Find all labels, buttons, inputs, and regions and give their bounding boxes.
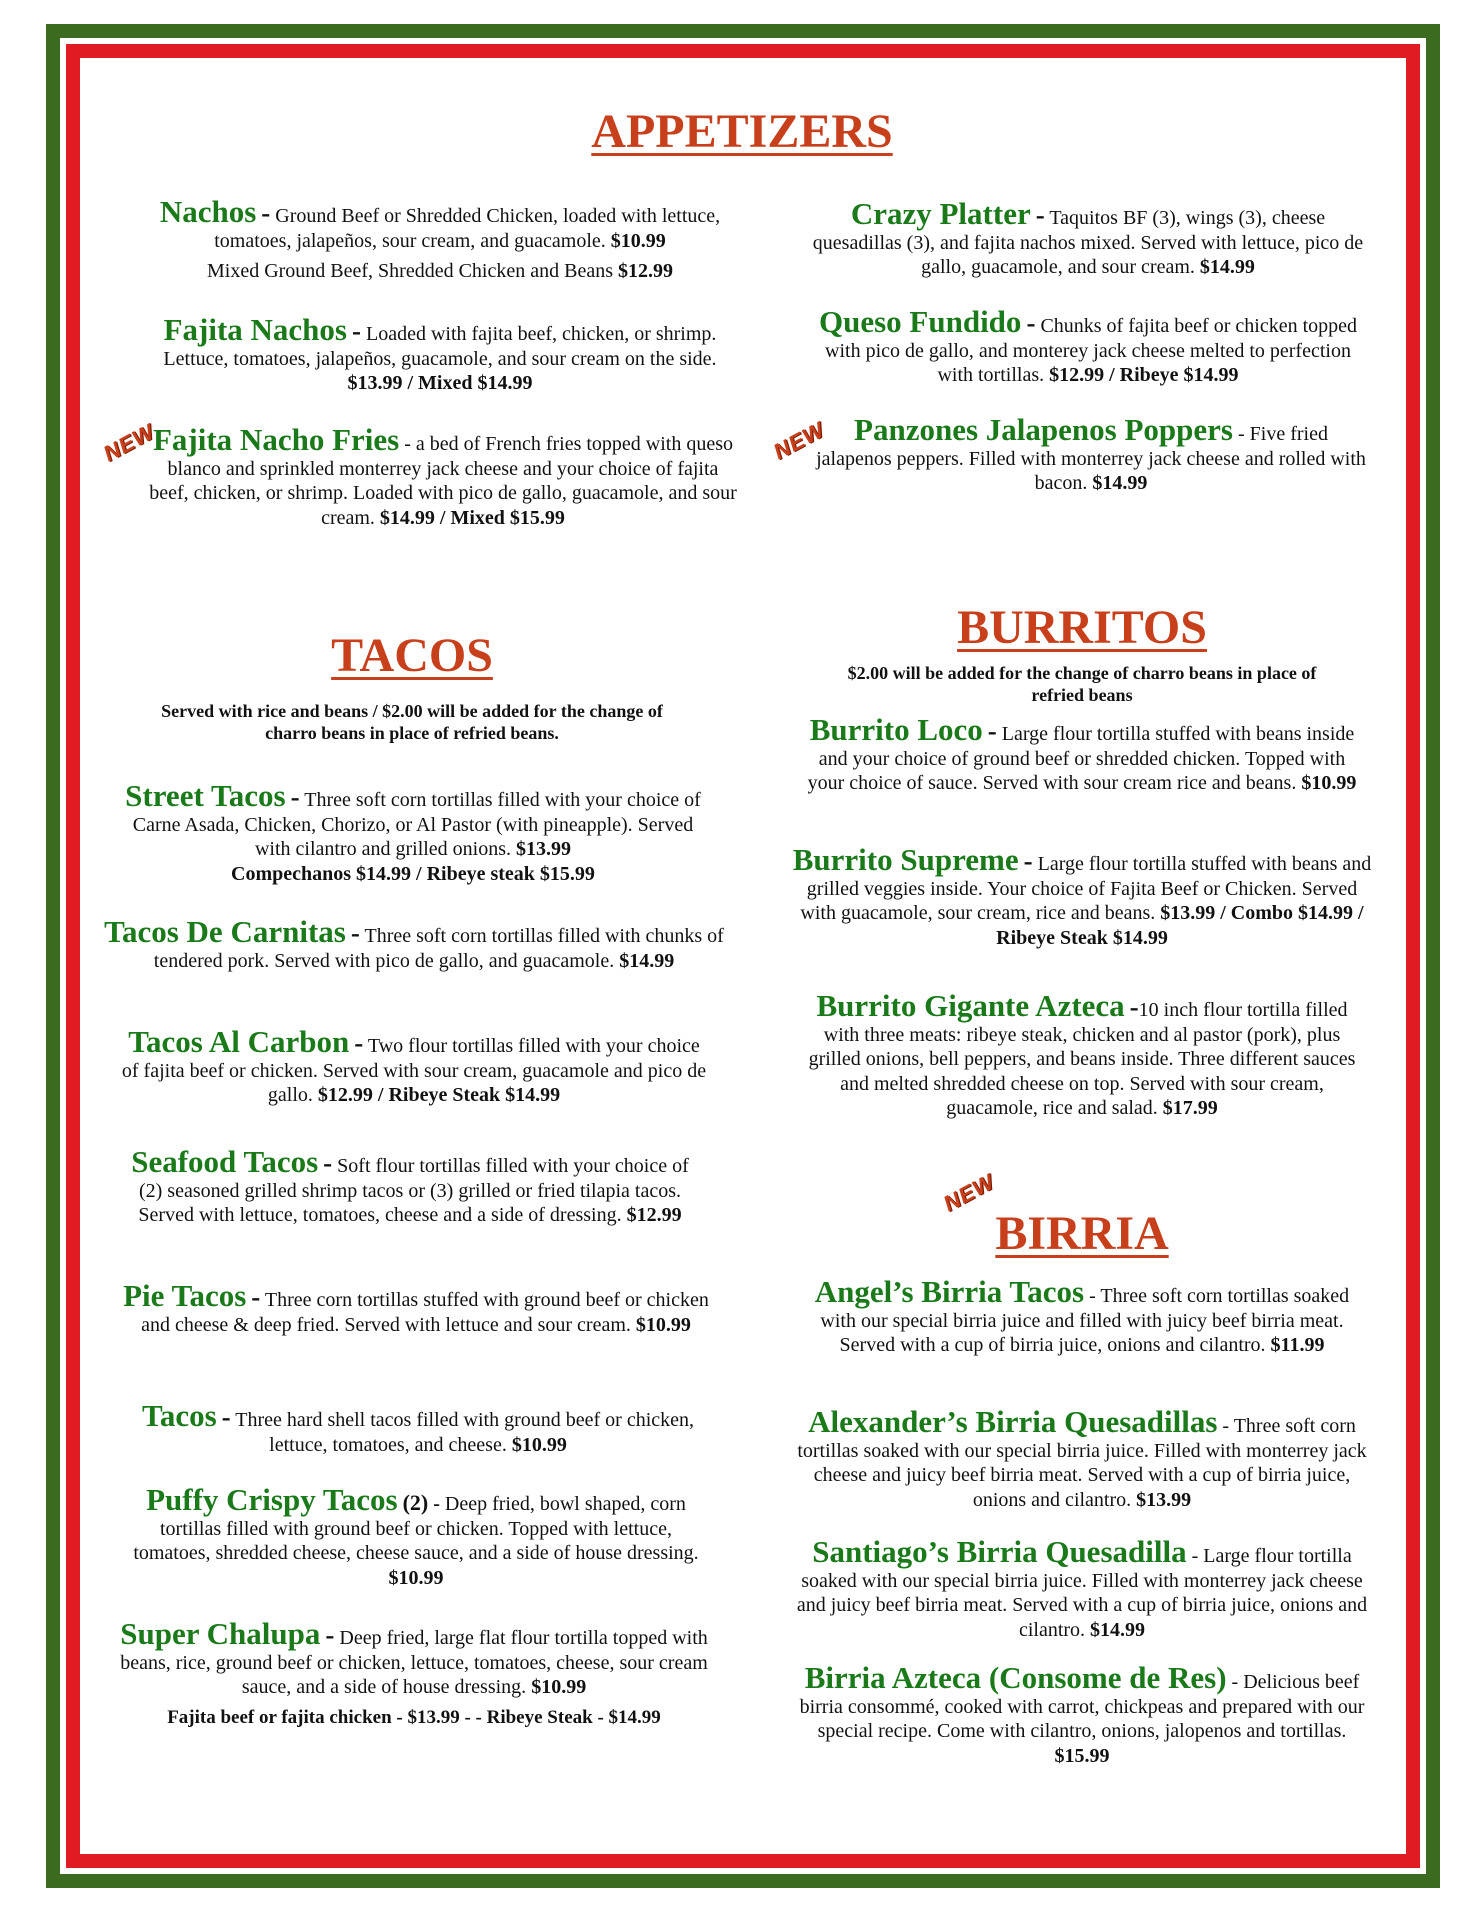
dash: - bbox=[251, 1282, 261, 1312]
item-extra: Compechanos $14.99 / Ribeye steak $15.99 bbox=[231, 862, 595, 885]
item-price: $10.99 bbox=[511, 1433, 567, 1456]
item-price: $10.99 bbox=[531, 1676, 587, 1698]
dash: - bbox=[1231, 1671, 1239, 1693]
burrito-item-supreme bbox=[792, 842, 1372, 950]
item-name: Seafood Tacos bbox=[131, 1144, 319, 1179]
dash: - bbox=[1237, 423, 1245, 445]
taco-item-al-carbon bbox=[118, 1024, 710, 1108]
item-desc: Delicious beef birria consommé, cooked with carrot, chickpeas and prepared with our special recipe. Come with cilantro, onions, jalopenos and tortillas. bbox=[799, 1671, 1365, 1742]
item-desc: Chunks of fajita beef or chicken topped with pico de gallo, and monterey jack cheese melted to perfection with tortillas. bbox=[825, 315, 1357, 386]
item-price: $14.99 / Mixed $15.99 bbox=[379, 506, 565, 529]
item-desc: Three soft corn tortillas soaked with our special birria juice and filled with juicy beef birria meat. Served with a cup of birria juice, onions and cilantro. bbox=[820, 1285, 1350, 1356]
appetizers-title: APPETIZERS bbox=[591, 105, 893, 158]
item-desc: Soft flour tortillas filled with your choice of (2) seasoned grilled shrimp tacos or (3) grilled or fried tilapia tacos. Served with lettuce, tomatoes, cheese and a side of dressing. bbox=[138, 1155, 689, 1226]
dash: - bbox=[1222, 1415, 1230, 1437]
item-price: $12.99 bbox=[626, 1204, 682, 1226]
item-price: $14.99 bbox=[1199, 256, 1255, 278]
item-price: $12.99 / Ribeye $14.99 bbox=[1049, 364, 1239, 386]
item-price: $10.99 bbox=[635, 1313, 691, 1336]
taco-item-seafood bbox=[128, 1144, 692, 1228]
dash: - bbox=[350, 918, 360, 948]
burritos-note: $2.00 will be added for the change of charro beans in place of refried beans bbox=[847, 663, 1317, 705]
item-desc: a bed of French fries topped with queso blanco and sprinkled monterrey jack cheese and your choice of fajita beef, chicken, or shrimp. Loaded with pico de gallo, guacamole, and sour cream. bbox=[149, 433, 737, 529]
dash: - bbox=[433, 1493, 440, 1515]
app-item-nachos bbox=[138, 194, 742, 284]
dash: - bbox=[1023, 846, 1033, 876]
dash: - bbox=[261, 198, 271, 228]
item-price: $10.99 bbox=[388, 1566, 444, 1589]
item-desc: Deep fried, large flat flour tortilla topped with beans, rice, ground beef or chicken, lettuce, tomatoes, cheese, sour cream sauce, and a side of house dressing. bbox=[120, 1627, 708, 1698]
item-qty: (2) bbox=[402, 1490, 429, 1515]
taco-item-street-tacos bbox=[124, 778, 702, 886]
item-price: $14.99 bbox=[619, 949, 675, 972]
item-extra-desc: Mixed Ground Beef, Shredded Chicken and Beans bbox=[206, 260, 613, 282]
taco-item-super-chalupa bbox=[104, 1616, 724, 1730]
item-price: $10.99 bbox=[610, 229, 666, 252]
item-name: Crazy Platter bbox=[850, 196, 1031, 231]
dash: - bbox=[1129, 992, 1139, 1022]
item-price: $13.99 bbox=[1136, 1488, 1192, 1511]
dash: - bbox=[404, 433, 411, 455]
item-desc: Three soft corn tortillas filled with chunks of tendered pork. Served with pico de gallo, and guacamole. bbox=[153, 925, 724, 972]
item-desc: Three corn tortillas stuffed with ground beef or chicken and cheese & deep fried. Served with lettuce and sour cream. bbox=[141, 1289, 709, 1336]
item-price: $14.99 bbox=[1092, 472, 1148, 494]
app-item-queso-fundido bbox=[806, 304, 1370, 388]
item-desc: Ground Beef or Shredded Chicken, loaded with lettuce, tomatoes, jalapeños, sour cream, and guacamole. bbox=[214, 205, 721, 252]
item-name: Panzones Jalapenos Poppers bbox=[854, 412, 1233, 447]
taco-item-puffy-crispy bbox=[122, 1482, 710, 1590]
burritos-title: BURRITOS bbox=[957, 601, 1207, 654]
item-price: $12.99 / Ribeye Steak $14.99 bbox=[317, 1084, 561, 1106]
taco-item-carnitas bbox=[104, 914, 724, 973]
dash: - bbox=[1035, 200, 1045, 230]
item-name: Burrito Loco bbox=[809, 712, 983, 747]
item-name: Burrito Supreme bbox=[792, 842, 1019, 877]
dash: - bbox=[354, 1028, 364, 1058]
birria-item-azteca-consome bbox=[790, 1660, 1374, 1768]
birria-item-alexanders-quesadillas bbox=[790, 1404, 1374, 1512]
item-name: Tacos De Carnitas bbox=[104, 914, 346, 949]
dash: - bbox=[323, 1148, 333, 1178]
app-item-panzones-poppers bbox=[816, 412, 1366, 496]
new-badge: NEW bbox=[769, 416, 829, 465]
taco-item-pie-tacos bbox=[114, 1278, 718, 1337]
item-desc: Large flour tortilla stuffed with beans and grilled veggies inside. Your choice of Fajita Beef or Chicken. Served with guacamole, sour cream, rice and beans. bbox=[800, 853, 1372, 924]
dash: - bbox=[290, 782, 300, 812]
item-name: Burrito Gigante Azteca bbox=[816, 988, 1125, 1023]
dash: - bbox=[221, 1402, 231, 1432]
item-desc: Three hard shell tacos filled with ground beef or chicken, lettuce, tomatoes, and cheese. bbox=[235, 1409, 695, 1456]
item-name: Street Tacos bbox=[125, 778, 286, 813]
dash: - bbox=[1191, 1545, 1199, 1567]
taco-item-tacos bbox=[138, 1398, 698, 1457]
dash: - bbox=[987, 716, 997, 746]
birria-item-santiagos-quesadilla bbox=[790, 1534, 1374, 1642]
item-name: Birria Azteca (Consome de Res) bbox=[804, 1660, 1227, 1695]
item-desc: Loaded with fajita beef, chicken, or shrimp. Lettuce, tomatoes, jalapeños, guacamole, and sour cream on the side. bbox=[163, 323, 717, 370]
dash: - bbox=[351, 316, 361, 346]
item-name: Fajita Nachos bbox=[163, 312, 347, 347]
dash: - bbox=[1089, 1285, 1096, 1307]
item-name: Tacos bbox=[141, 1398, 217, 1433]
item-name: Queso Fundido bbox=[818, 304, 1022, 339]
app-item-fajita-nachos bbox=[158, 312, 722, 396]
item-price: $13.99 / Mixed $14.99 bbox=[347, 372, 533, 394]
item-desc: Large flour tortilla soaked with our special birria juice. Filled with monterrey jack cheese and juicy beef birria meat. Served with a cup of birria juice, onions and cilantro. bbox=[796, 1545, 1368, 1641]
item-desc: Deep fried, bowl shaped, corn tortillas filled with ground beef or chicken. Topped with lettuce, tomatoes, shredded cheese, cheese sauce, and a side of house dressing. bbox=[133, 1493, 699, 1564]
item-desc: Three soft corn tortillas soaked with our special birria juice. Filled with monterrey jack cheese and juicy beef birria meat. Served with a cup of birria juice, onions and cilantro. bbox=[797, 1415, 1367, 1511]
item-name: Super Chalupa bbox=[120, 1616, 321, 1651]
tacos-title: TACOS bbox=[331, 629, 493, 682]
item-name: Tacos Al Carbon bbox=[128, 1024, 350, 1059]
app-item-fajita-nacho-fries bbox=[146, 422, 740, 530]
item-price: $13.99 / Combo $14.99 / Ribeye Steak $14.99 bbox=[996, 902, 1364, 949]
item-extra-price: $12.99 bbox=[618, 260, 673, 282]
item-name: Alexander’s Birria Quesadillas bbox=[808, 1404, 1218, 1439]
item-name: Nachos bbox=[159, 194, 257, 229]
item-price: $17.99 bbox=[1162, 1097, 1218, 1119]
item-name: Angel’s Birria Tacos bbox=[814, 1274, 1085, 1309]
item-extra: Fajita beef or fajita chicken - $13.99 - - Ribeye Steak - $14.99 bbox=[167, 1706, 661, 1728]
dash: - bbox=[1026, 308, 1036, 338]
item-price: $14.99 bbox=[1090, 1618, 1146, 1641]
item-desc: 10 inch flour tortilla filled with three meats: ribeye steak, chicken and al pastor (pork), plus grilled onions, bell peppers, and beans inside. Three different sauces and melted shredded cheese on top. Served with sour cream, guacamole, rice and salad. bbox=[808, 999, 1356, 1119]
birria-item-angels-tacos bbox=[800, 1274, 1364, 1358]
item-desc: Two flour tortillas filled with your choice of fajita beef or chicken. Served with sour cream, guacamole and pico de gallo. bbox=[121, 1035, 707, 1106]
item-name: Puffy Crispy Tacos bbox=[146, 1482, 398, 1517]
burrito-item-gigante-azteca bbox=[800, 988, 1364, 1121]
item-name: Pie Tacos bbox=[123, 1278, 247, 1313]
app-item-crazy-platter bbox=[808, 196, 1368, 280]
tacos-note: Served with rice and beans / $2.00 will be added for the change of charro beans in place of refried beans. bbox=[161, 701, 663, 743]
new-badge: NEW bbox=[99, 418, 159, 467]
item-desc: Taquitos BF (3), wings (3), cheese quesadillas (3), and fajita nachos mixed. Served with lettuce, pico de gallo, guacamole, and sour cream. bbox=[812, 207, 1364, 278]
item-price: $15.99 bbox=[1054, 1744, 1110, 1767]
item-name: Santiago’s Birria Quesadilla bbox=[812, 1534, 1187, 1569]
item-desc: Five fried jalapenos peppers. Filled with monterrey jack cheese and rolled with bacon. bbox=[816, 423, 1366, 494]
birria-title: BIRRIA bbox=[995, 1207, 1169, 1260]
item-name: Fajita Nacho Fries bbox=[152, 422, 400, 457]
item-desc: Three soft corn tortillas filled with your choice of Carne Asada, Chicken, Chorizo, or Al Pastor (with pineapple). Served with cilantro and grilled onions. bbox=[132, 789, 701, 860]
new-badge: NEW bbox=[939, 1168, 999, 1217]
item-price: $10.99 bbox=[1301, 772, 1357, 794]
dash: - bbox=[325, 1620, 335, 1650]
burrito-item-loco bbox=[800, 712, 1364, 796]
item-desc: Large flour tortilla stuffed with beans inside and your choice of ground beef or shredded chicken. Topped with your choice of sauce. Served with sour cream rice and beans. bbox=[807, 723, 1355, 794]
item-price: $13.99 bbox=[516, 838, 572, 860]
item-price: $11.99 bbox=[1270, 1334, 1325, 1356]
